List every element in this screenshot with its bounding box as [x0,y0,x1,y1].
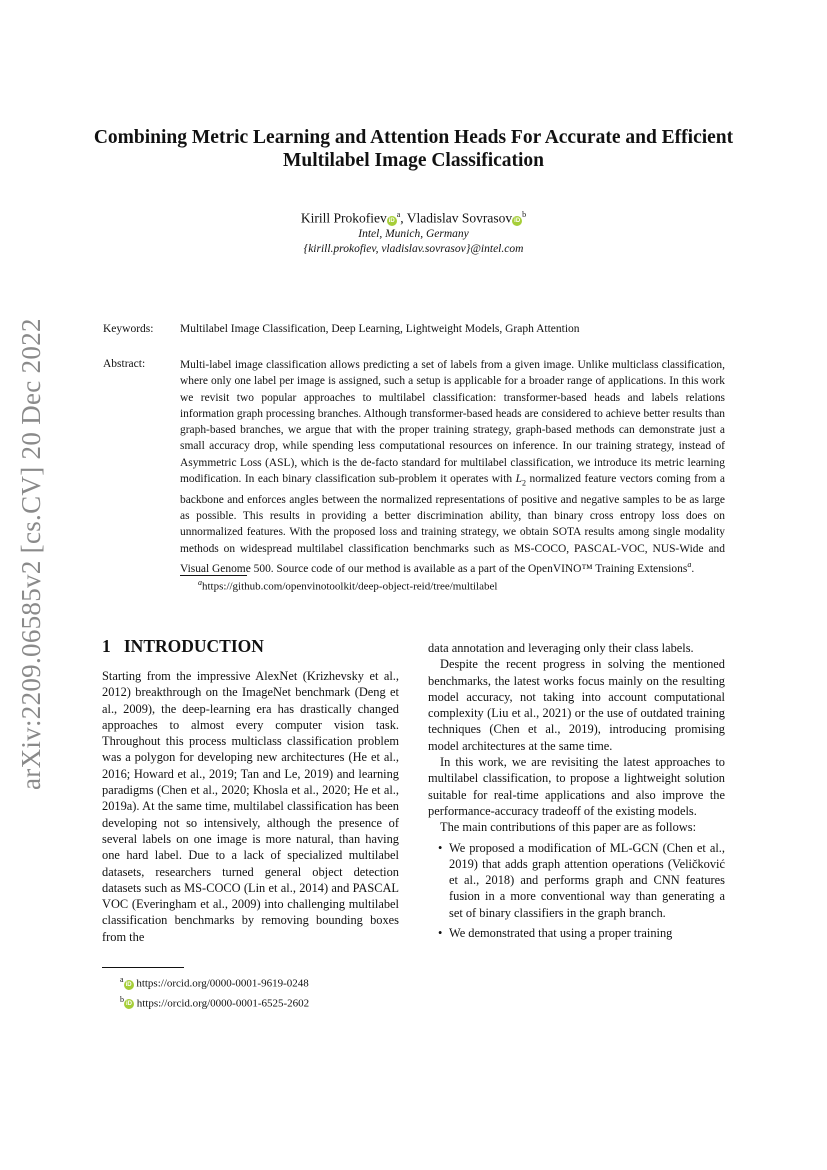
orcid-icon: iD [125,981,132,988]
list-item: • We proposed a modification of ML-GCN (Chen et al., 2019) that adds graph attention operations (Veličković et al., 2018) and performs graph and CNN features fusion in a more conventional way than generating a set of binary classifiers in the graph branch. [428,840,725,921]
right-column [428,640,725,941]
left-column [102,668,399,945]
paper-title: Combining Metric Learning and Attention Heads For Accurate and Efficient Multilabel Image Classification [93,127,734,171]
orcid-icon[interactable]: iD [514,217,521,224]
footnote-mark: a [120,975,124,984]
footnotes [120,972,309,1011]
paragraph: data annotation and leveraging only their class labels. [428,641,694,655]
abstract-label: Abstract: [103,358,146,370]
footnote-rule [102,967,184,968]
abstract-footnote [198,578,497,593]
abstract-text: Multi-label image classification allows predicting a set of labels from a given image. Unlike multiclass classification, where only one label per image is assigned, such a setup is applicable for a broader range of applications. In this work we revisit two popular approaches to multilabel classification: transformer-based heads and labels relations information graph processing branches. Although transformer-based heads are considered to achieve better results than graph-based branches, we argue that with the proper training strategy, graph-based methods can demonstrate just a small accuracy drop, while spending less computational resources on inference. In our training strategy, instead of Asymmetric Loss (ASL), which is the de-facto standard for multilabel classification, we introduce its metric learning modification. In each binary classification sub-problem it operates with [180,359,725,486]
section-heading [102,636,264,657]
paragraph: In this work, we are revisiting the latest approaches to multilabel classification, to propose a lightweight solution suitable for real-time applications and also improve the performance-accuracy tradeoff of the existing models. [428,755,725,818]
abstract: Multi-label image classification allows predicting a set of labels from a given image. Unlike multiclass classification, where only one label per image is assigned, such a setup is applicable for a broader range of applications. In this work we revisit two popular approaches to multilabel classification: transformer-based heads and labels relations information graph processing branches. Although transformer-based heads are considered to achieve better results than graph-based branches, we argue that with the proper training strategy, graph-based methods can demonstrate just a small accuracy drop, while spending less computational resources on inference. In our training strategy, instead of Asymmetric Loss (ASL), which is the de-facto standard for multilabel classification, we introduce its metric learning modification. In each binary classification sub-problem it operates with $L_2$ normalized feature vectors coming from a backbone and enforces angles between the normalized representations of positive and negative samples to be as large as possible. This results in providing a better discrimination ability, than binary cross entropy loss does on unnormalized features. With the proposed loss and training strategy, we obtain SOTA results among single modality methods on widespread multilabel classification benchmarks such as MS-COCO, PASCAL-VOC, NUS-Wide and Visual Genome 500. Source code of our method is available as a part of the OpenVINO™ Training Extensions$^a$. [180,359,725,575]
author-block: Kirill Prokofiev $iD^a$, Vladislav Sovrasov $iD^b$ Intel, Munich, Germany {kirill.prokofiev, vladislav.sovrasov}@intel.com [90,206,737,257]
emails: {kirill.prokofiev, vladislav.sovrasov}@intel.com [303,242,524,255]
orcid-icon: iD [126,1001,132,1008]
math-l: L [515,473,523,486]
abstract-text: normalized feature vectors coming from a backbone and enforces angles between the normalized representations of positive and negative samples to be as large as possible. This results in providing a better discrimination ability, than binary cross entropy loss does on unnormalized features. With the proposed loss and training strategy, we obtain SOTA results among single modality methods on widespread multilabel classification benchmarks such as MS-COCO, PASCAL-VOC, NUS-Wide and Visual Genome 500. Source code of our method is available as a part of the OpenVINO™ Training Extensions [180,473,725,575]
author-mark: a [396,210,401,219]
contributions-list [428,840,725,942]
section-title: INTRODUCTION [123,636,264,656]
affiliation: Intel, Munich, Germany [358,227,469,240]
footnote-mark: a [198,578,202,587]
keywords-label: Keywords: [103,323,154,335]
arxiv-side-stamp: arXiv:2209.06585v2 [cs.CV] 20 Dec 2022 [16,318,46,790]
orcid-icon[interactable]: iD [388,217,395,224]
footnote-link[interactable]: https://orcid.org/0000-0001-6525-2602 [136,997,310,1010]
author-mark: b [522,210,527,219]
section-number: 1 [102,636,111,656]
keywords: Multilabel Image Classification, Deep Learning, Lightweight Models, Graph Attention [180,323,580,335]
footnote-mark: a [687,559,692,569]
paragraph: The main contributions of this paper are as follows: [440,820,697,835]
paragraph: Despite the recent progress in solving the mentioned benchmarks, the latest works focus mainly on the resulting model accuracy, not taking into account computational complexity (Liu et al., 2021) or the use of outdated training techniques (Chen et al., 2019), introducing promising model architectures at the same time. [428,657,725,753]
list-item: • We demonstrated that using a proper training [428,925,725,941]
paragraph: Starting from the impressive AlexNet (Krizhevsky et al., 2012) breakthrough on the ImageNet benchmark (Deng et al., 2009), the deep-learning era has drastically changed approaches to almost every computer vision task. Throughout this process multiclass classification problem was a polygon for developing new architectures (He et al., 2016; Howard et al., 2019; Tan and Le, 2019) and learning paradigms (Chen et al., 2020; Khosla et al., 2020; He et al., 2019a). At the same time, multilabel classification has been developing not so intensively, although the presence of several labels on one image is more natural, than having one hard label. Due to a lack of specialized multilabel datasets, researchers turned general object detection datasets such as MS-COCO (Lin et al., 2014) and PASCAL VOC (Everingham et al., 2009) into challenging multilabel classification benchmarks by removing bounding boxes from the [102,669,399,944]
author-name: Kirill Prokofiev [300,210,387,226]
footnote-mark: b [120,994,124,1004]
footnote-link[interactable]: https://github.com/openvinotoolkit/deep-object-reid/tree/multilabel [202,580,498,593]
footnote-link[interactable]: https://orcid.org/0000-0001-9619-0248 [136,977,309,990]
footnote-rule [180,575,247,576]
author-name: Vladislav Sovrasov [406,210,513,226]
